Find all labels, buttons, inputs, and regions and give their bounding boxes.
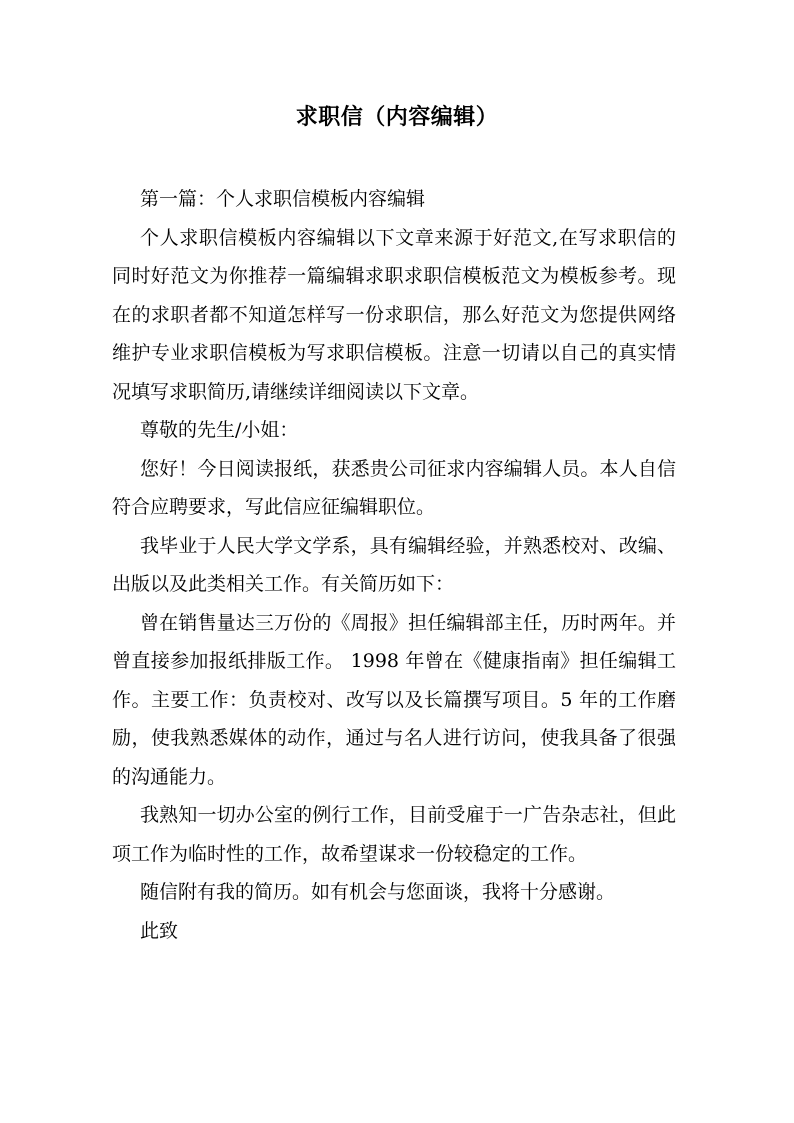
letter-paragraph: 随信附有我的简历。如有机会与您面谈，我将十分感谢。	[140, 881, 616, 903]
document-title: 求职信（内容编辑）	[295, 104, 499, 130]
closing: 此致	[140, 919, 179, 942]
letter-paragraph: 我毕业于人民大学文学系，具有编辑经验，并熟悉校对、改编、出版以及此类相关工作。有关简历如下：	[112, 534, 676, 595]
intro-paragraph: 个人求职信模板内容编辑以下文章来源于好范文,在写求职信的同时好范文为你推荐一篇编辑求职求职信模板范文为模板参考。现在的求职者都不知道怎样写一份求职信，那么好范文为您提供网络维护专业求职信模板为写求职信模板。注意一切请以自己的真实情况填写求职简历,请继续详细阅读以下文章。	[112, 226, 676, 403]
document-body	[112, 180, 676, 950]
salutation: 尊敬的先生/小姐：	[140, 419, 299, 441]
letter-paragraph: 曾在销售量达三万份的《周报》担任编辑部主任，历时两年。并曾直接参加报纸排版工作。 1998 年曾在《健康指南》担任编辑工作。主要工作：负责校对、改写以及长篇撰写项目。5 年的工作磨励，使我熟悉媒体的动作，通过与名人进行访问，使我具备了很强的沟通能力。	[112, 611, 676, 788]
letter-paragraph: 我熟知一切办公室的例行工作，目前受雇于一广告杂志社，但此项工作为临时性的工作，故希望谋求一份较稳定的工作。	[112, 804, 676, 865]
letter-paragraph: 您好！今日阅读报纸，获悉贵公司征求内容编辑人员。本人自信符合应聘要求，写此信应征编辑职位。	[112, 457, 676, 518]
section-heading: 第一篇：个人求职信模板内容编辑	[140, 188, 426, 210]
